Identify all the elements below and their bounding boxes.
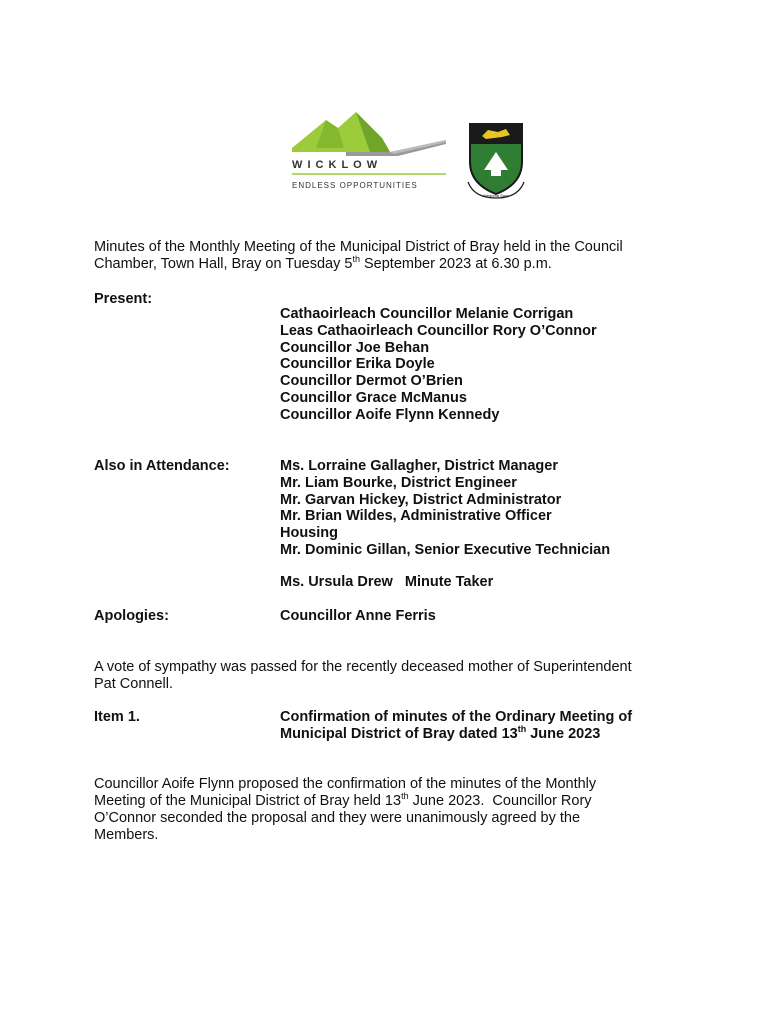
- attendance-member: Mr. Dominic Gillan, Senior Executive Technician: [280, 541, 611, 558]
- present-member: Councillor Dermot O’Brien: [280, 373, 463, 390]
- crest-motto: Meanma Saor: [483, 193, 509, 198]
- county-crest: [464, 122, 528, 200]
- present-member: Councillor Grace McManus: [280, 389, 467, 406]
- minute-taker: Ms. Ursula Drew Minute Taker: [280, 574, 494, 590]
- sympathy-line-2: Pat Connell.: [94, 676, 173, 692]
- item1-title-line-1: Confirmation of minutes of the Ordinary Meeting of: [280, 709, 633, 725]
- apologies-value: Councillor Anne Ferris: [280, 608, 436, 624]
- present-list: [280, 306, 597, 424]
- apologies-label: Apologies:: [94, 608, 169, 624]
- sympathy-line-1: A vote of sympathy was passed for the recently deceased mother of Superintendent: [94, 659, 632, 675]
- intro-line-1: Minutes of the Monthly Meeting of the Municipal District of Bray held in the Council: [94, 239, 623, 255]
- item1-label: Item 1.: [94, 709, 140, 725]
- attendance-list: [280, 458, 610, 559]
- item1-body-line-4: Members.: [94, 827, 159, 843]
- logo-tagline: ENDLESS OPPORTUNITIES: [292, 181, 418, 190]
- attendance-member: Mr. Liam Bourke, District Engineer: [280, 474, 517, 491]
- present-member: Councillor Joe Behan: [280, 339, 430, 356]
- item1-body-line-1: Councillor Aoife Flynn proposed the confirmation of the minutes of the Monthly: [94, 776, 597, 792]
- present-member: Councillor Erika Doyle: [280, 356, 435, 373]
- item1-title: [280, 709, 632, 743]
- attendance-member: Housing: [280, 525, 338, 542]
- item1-body-line-2: Meeting of the Municipal District of Bray held 13th June 2023. Councillor Rory: [94, 791, 592, 809]
- sympathy-paragraph: [94, 659, 694, 693]
- item1-body: [94, 776, 694, 844]
- attendance-member: Mr. Brian Wildes, Administrative Officer: [280, 508, 552, 525]
- attendance-member: Ms. Lorraine Gallagher, District Manager: [280, 458, 558, 474]
- present-member: Leas Cathaoirleach Councillor Rory O’Connor: [280, 322, 597, 339]
- attendance-member: Mr. Garvan Hickey, District Administrator: [280, 491, 562, 508]
- present-label: Present:: [94, 291, 153, 307]
- wicklow-logo: [286, 108, 451, 193]
- intro-line-2: Chamber, Town Hall, Bray on Tuesday 5th September 2023 at 6.30 p.m.: [94, 254, 552, 272]
- attendance-label: Also in Attendance:: [94, 458, 230, 474]
- intro-paragraph: [94, 239, 694, 273]
- item1-body-line-3: O’Connor seconded the proposal and they were unanimously agreed by the: [94, 810, 581, 826]
- item1-title-line-2: Municipal District of Bray dated 13th June 2023: [280, 723, 601, 742]
- header-logos: [286, 108, 536, 198]
- present-member: Cathaoirleach Councillor Melanie Corrigan: [280, 306, 574, 322]
- logo-brand-word: W I C K L O W: [292, 159, 379, 171]
- present-member: Councillor Aoife Flynn Kennedy: [280, 406, 500, 423]
